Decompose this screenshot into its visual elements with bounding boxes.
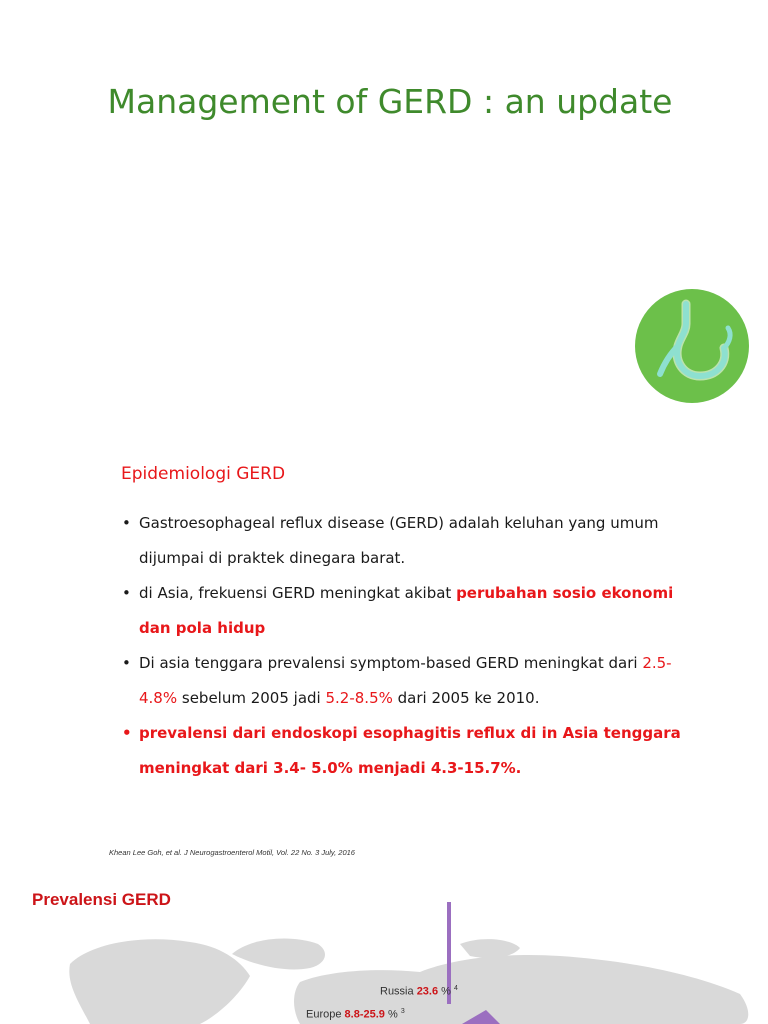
list-item: • Gastroesophageal reflux disease (GERD) adalah keluhan yang umum dijumpai di praktek dinegara barat. (122, 514, 659, 567)
slide-title: Management of GERD : an update (107, 82, 673, 121)
highlight-text: perubahan sosio ekonomi dan pola hidup (139, 584, 674, 637)
list-item: • di Asia, frekuensi GERD meningkat akibat perubahan sosio ekonomi dan pola hidup (122, 584, 674, 637)
section-heading: Epidemiologi GERD (121, 464, 286, 484)
section3-title: Prevalensi GERD (32, 890, 171, 909)
title-slide (0, 0, 768, 420)
prevalence-value: 2.5-4.8% (139, 654, 672, 707)
citation: Khean Lee Goh, et al. J Neurogastroenterol Motil, Vol. 22 No. 3 July, 2016 (109, 848, 355, 857)
russia-label: Russia 23.6 % $^4$ (380, 985, 458, 998)
list-item: • Di asia tenggara prevalensi symptom-based GERD meningkat dari 2.5-4.8% sebelum 2005 jadi 5.2-8.5% dari 2005 ke 2010. (122, 654, 672, 707)
europe-label: Europe 8.8-25.9 % $^3$ (306, 1008, 405, 1021)
world-map (0, 864, 768, 1024)
prevalence-value: 5.2-8.5% (325, 689, 393, 707)
bullet-list (122, 506, 692, 786)
stomach-icon (634, 288, 750, 404)
list-item: • prevalensi dari endoskopi esophagitis reflux di in Asia tenggara meningkat dari 3.4- 5.0% menjadi 4.3-15.7%. (122, 724, 681, 777)
